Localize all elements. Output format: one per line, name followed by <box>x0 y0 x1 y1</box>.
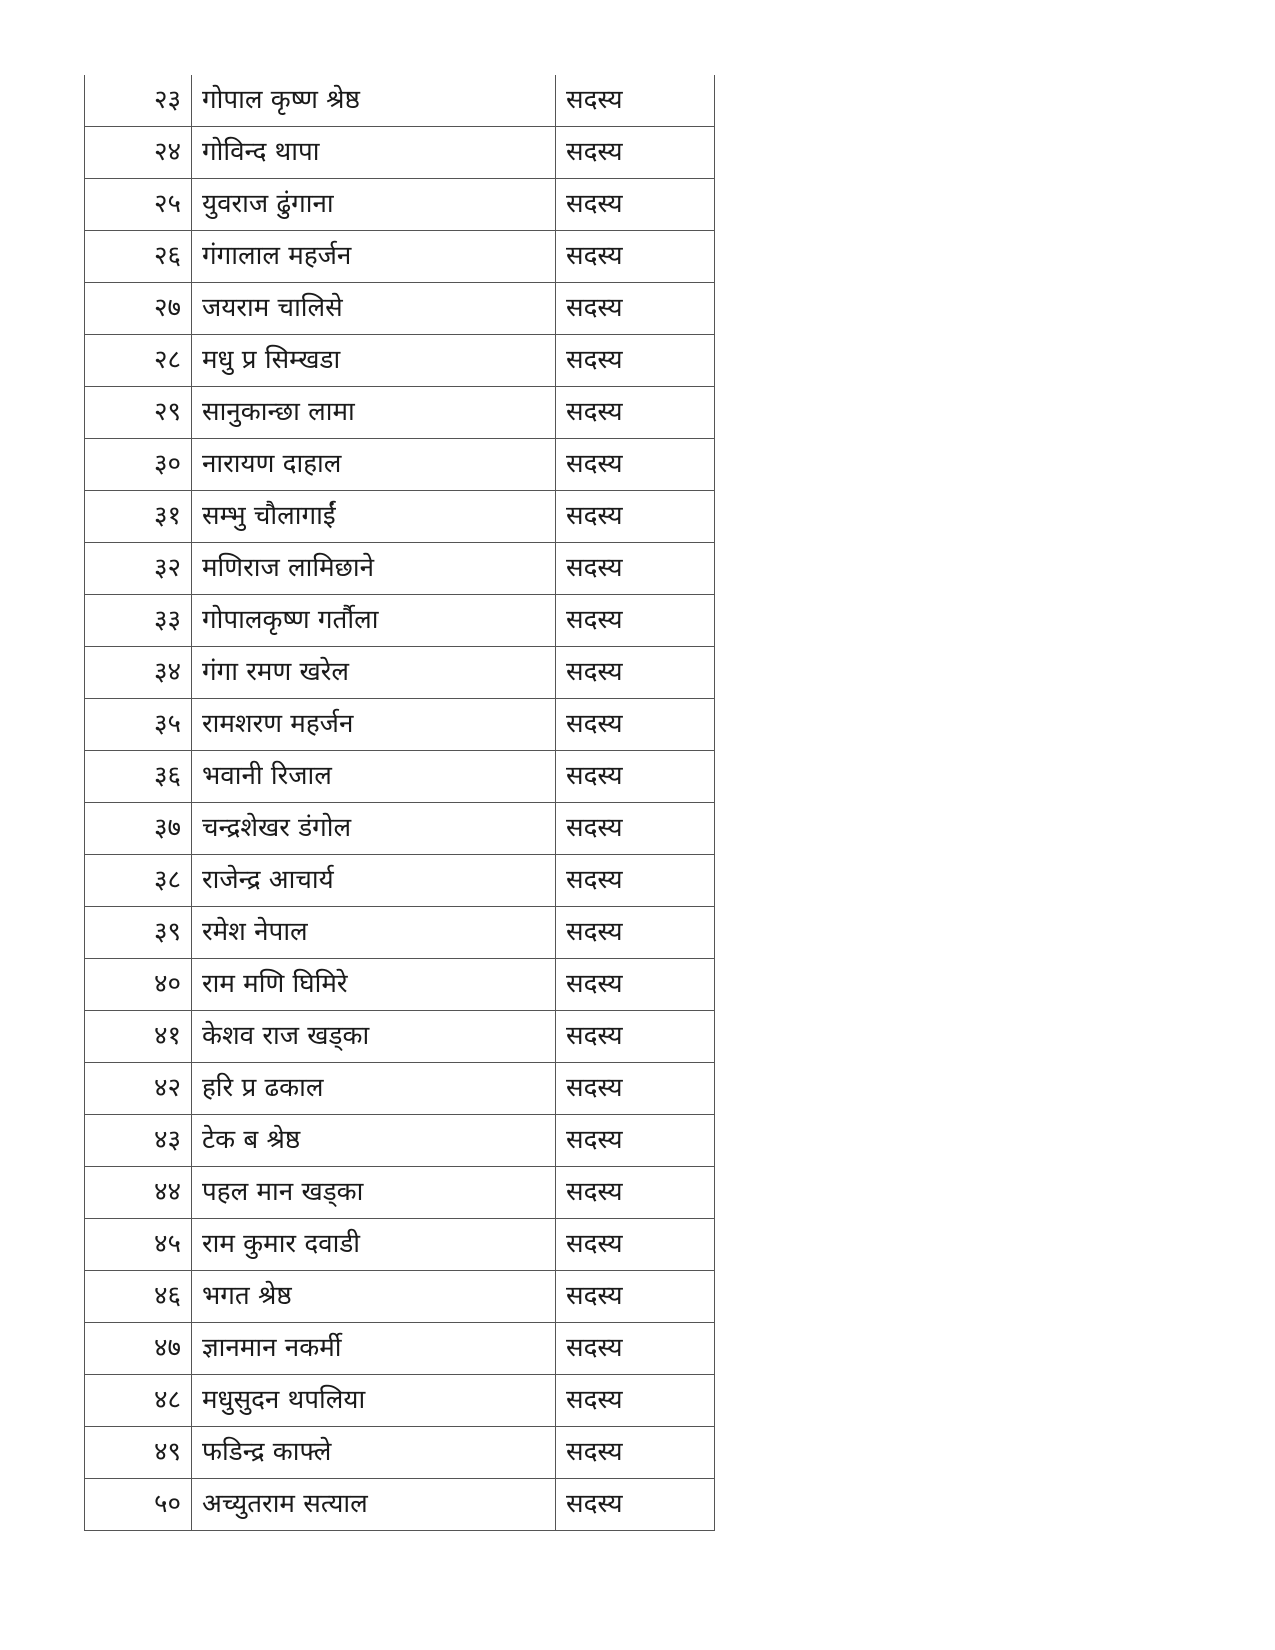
serial-number-cell: ४३ <box>85 1115 192 1167</box>
serial-number-cell: ४४ <box>85 1167 192 1219</box>
serial-number-cell: २९ <box>85 387 192 439</box>
member-role-cell: सदस्य <box>556 1063 715 1115</box>
table-row <box>85 699 715 751</box>
member-name-cell: राम कुमार दवाडी <box>192 1219 556 1271</box>
table-row <box>85 1167 715 1219</box>
serial-number-cell: २६ <box>85 231 192 283</box>
table-row <box>85 75 715 127</box>
serial-number-cell: ४९ <box>85 1427 192 1479</box>
serial-number-cell: ३६ <box>85 751 192 803</box>
member-name-cell: केशव राज खड्का <box>192 1011 556 1063</box>
member-role-cell: सदस्य <box>556 1323 715 1375</box>
member-role-cell: सदस्य <box>556 283 715 335</box>
member-role-cell: सदस्य <box>556 231 715 283</box>
table-row <box>85 855 715 907</box>
serial-number-cell: ३० <box>85 439 192 491</box>
member-name-cell: जयराम चालिसे <box>192 283 556 335</box>
member-name-cell: अच्युतराम सत्याल <box>192 1479 556 1531</box>
member-name-cell: हरि प्र ढकाल <box>192 1063 556 1115</box>
member-name-cell: ज्ञानमान नकर्मी <box>192 1323 556 1375</box>
serial-number-cell: ३२ <box>85 543 192 595</box>
member-role-cell: सदस्य <box>556 179 715 231</box>
member-name-cell: सम्भु चौलागाईं <box>192 491 556 543</box>
member-role-cell: सदस्य <box>556 75 715 127</box>
serial-number-cell: २७ <box>85 283 192 335</box>
member-name-cell: राम मणि घिमिरे <box>192 959 556 1011</box>
serial-number-cell: ४८ <box>85 1375 192 1427</box>
table-row <box>85 1479 715 1531</box>
member-role-cell: सदस्य <box>556 1375 715 1427</box>
table-row <box>85 1115 715 1167</box>
member-name-cell: चन्द्रशेखर डंगोल <box>192 803 556 855</box>
member-role-cell: सदस्य <box>556 959 715 1011</box>
member-name-cell: फडिन्द्र काफ्ले <box>192 1427 556 1479</box>
member-name-cell: भगत श्रेष्ठ <box>192 1271 556 1323</box>
member-name-cell: गोविन्द थापा <box>192 127 556 179</box>
member-role-cell: सदस्य <box>556 127 715 179</box>
serial-number-cell: २५ <box>85 179 192 231</box>
member-role-cell: सदस्य <box>556 543 715 595</box>
member-name-cell: नारायण दाहाल <box>192 439 556 491</box>
member-role-cell: सदस्य <box>556 1479 715 1531</box>
table-row <box>85 491 715 543</box>
table-row <box>85 1011 715 1063</box>
member-role-cell: सदस्य <box>556 1011 715 1063</box>
serial-number-cell: ४५ <box>85 1219 192 1271</box>
table-row <box>85 1375 715 1427</box>
serial-number-cell: ३९ <box>85 907 192 959</box>
member-name-cell: गोपाल कृष्ण श्रेष्ठ <box>192 75 556 127</box>
table-row <box>85 907 715 959</box>
table-row <box>85 387 715 439</box>
table-row <box>85 543 715 595</box>
serial-number-cell: ४२ <box>85 1063 192 1115</box>
member-role-cell: सदस्य <box>556 907 715 959</box>
table-row <box>85 283 715 335</box>
member-role-cell: सदस्य <box>556 855 715 907</box>
table-row <box>85 1323 715 1375</box>
member-name-cell: गंगा रमण खरेल <box>192 647 556 699</box>
table-row <box>85 1063 715 1115</box>
serial-number-cell: ३३ <box>85 595 192 647</box>
serial-number-cell: ४७ <box>85 1323 192 1375</box>
member-name-cell: मणिराज लामिछाने <box>192 543 556 595</box>
member-role-cell: सदस्य <box>556 595 715 647</box>
serial-number-cell: २३ <box>85 75 192 127</box>
table-row <box>85 1427 715 1479</box>
member-table <box>84 75 715 1531</box>
serial-number-cell: ३७ <box>85 803 192 855</box>
member-name-cell: पहल मान खड्का <box>192 1167 556 1219</box>
member-name-cell: रामशरण महर्जन <box>192 699 556 751</box>
member-role-cell: सदस्य <box>556 647 715 699</box>
table-row <box>85 595 715 647</box>
member-role-cell: सदस्य <box>556 387 715 439</box>
table-row <box>85 647 715 699</box>
member-name-cell: भवानी रिजाल <box>192 751 556 803</box>
table-row <box>85 959 715 1011</box>
member-role-cell: सदस्य <box>556 439 715 491</box>
member-table-body <box>85 75 715 1531</box>
member-role-cell: सदस्य <box>556 1427 715 1479</box>
table-row <box>85 439 715 491</box>
member-role-cell: सदस्य <box>556 1167 715 1219</box>
table-row <box>85 179 715 231</box>
serial-number-cell: ४० <box>85 959 192 1011</box>
member-name-cell: सानुकान्छा लामा <box>192 387 556 439</box>
table-row <box>85 751 715 803</box>
table-row <box>85 1271 715 1323</box>
table-row <box>85 803 715 855</box>
member-role-cell: सदस्य <box>556 491 715 543</box>
member-name-cell: गंगालाल महर्जन <box>192 231 556 283</box>
table-row <box>85 231 715 283</box>
member-role-cell: सदस्य <box>556 751 715 803</box>
member-name-cell: मधु प्र सिम्खडा <box>192 335 556 387</box>
table-row <box>85 1219 715 1271</box>
serial-number-cell: ३४ <box>85 647 192 699</box>
serial-number-cell: ४१ <box>85 1011 192 1063</box>
member-name-cell: टेक ब श्रेष्ठ <box>192 1115 556 1167</box>
table-row <box>85 127 715 179</box>
member-role-cell: सदस्य <box>556 1115 715 1167</box>
table-row <box>85 335 715 387</box>
member-name-cell: रमेश नेपाल <box>192 907 556 959</box>
serial-number-cell: २८ <box>85 335 192 387</box>
serial-number-cell: ३१ <box>85 491 192 543</box>
serial-number-cell: २४ <box>85 127 192 179</box>
member-name-cell: राजेन्द्र आचार्य <box>192 855 556 907</box>
serial-number-cell: ३८ <box>85 855 192 907</box>
member-name-cell: गोपालकृष्ण गर्तौला <box>192 595 556 647</box>
member-role-cell: सदस्य <box>556 1271 715 1323</box>
member-role-cell: सदस्य <box>556 699 715 751</box>
member-role-cell: सदस्य <box>556 803 715 855</box>
member-name-cell: युवराज ढुंगाना <box>192 179 556 231</box>
serial-number-cell: ३५ <box>85 699 192 751</box>
member-role-cell: सदस्य <box>556 1219 715 1271</box>
member-name-cell: मधुसुदन थपलिया <box>192 1375 556 1427</box>
serial-number-cell: ४६ <box>85 1271 192 1323</box>
serial-number-cell: ५० <box>85 1479 192 1531</box>
member-role-cell: सदस्य <box>556 335 715 387</box>
